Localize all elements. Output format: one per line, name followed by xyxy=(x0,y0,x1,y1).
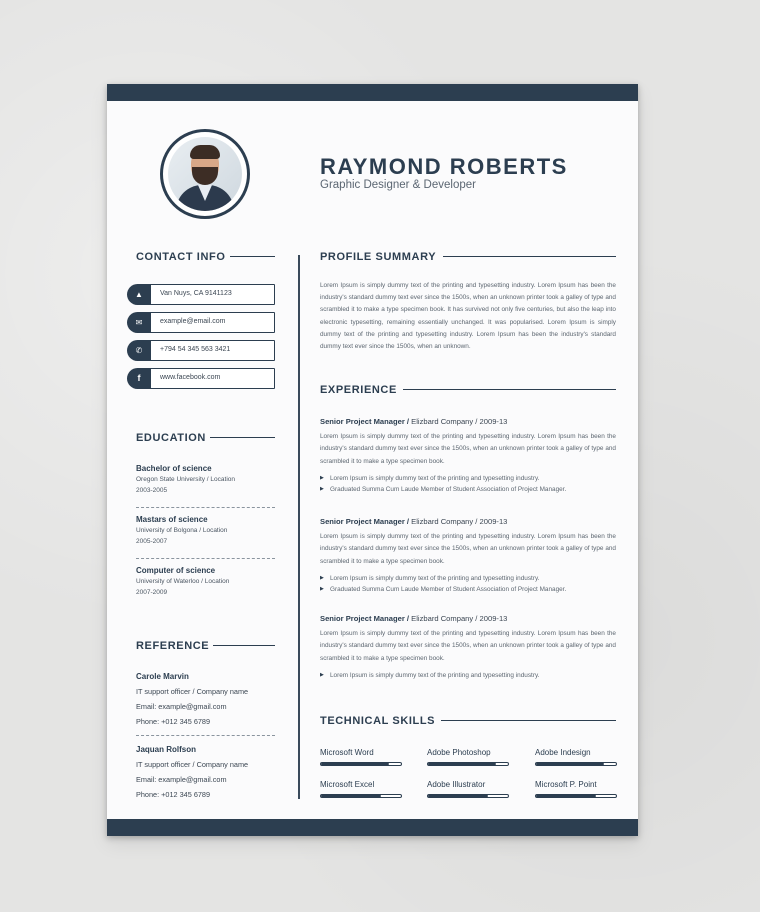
reference-email: Email: example@gmail.com xyxy=(136,775,227,784)
experience-item xyxy=(320,517,616,596)
skill-bar-fill xyxy=(428,763,496,765)
education-item xyxy=(136,515,276,545)
job-bullet: ▶ Graduated Summa Cum Laude Member of Student Association of Project Manager. xyxy=(320,484,616,496)
contact-location xyxy=(127,284,275,305)
top-band xyxy=(107,84,638,101)
job-bullets xyxy=(320,573,616,596)
education-school: University of Bolgona / Location xyxy=(136,527,228,534)
job-bullet: ▶ Lorem Ipsum is simply dummy text of the printing and typesetting industry. xyxy=(320,573,616,585)
skill-name: Microsoft Word xyxy=(320,748,374,757)
profile-title: PROFILE SUMMARY xyxy=(320,251,437,263)
contact-phone-text: +794 54 345 563 3421 xyxy=(160,346,231,353)
job-company: Elizbard Company / 2009-13 xyxy=(409,417,508,426)
location-icon: ▲ xyxy=(127,284,151,305)
education-years: 2007-2009 xyxy=(136,589,168,596)
job-company: Elizbard Company / 2009-13 xyxy=(409,517,508,526)
education-school: University of Waterloo / Location xyxy=(136,578,230,585)
skill-bar xyxy=(320,762,402,766)
education-years: 2003-2005 xyxy=(136,487,168,494)
candidate-name: RAYMOND ROBERTS xyxy=(320,154,568,179)
skill-bar xyxy=(535,794,617,798)
skill-bar xyxy=(427,762,509,766)
skill-item xyxy=(535,780,617,798)
reference-phone: Phone: +012 345 6789 xyxy=(136,717,211,726)
reference-position: IT support officer / Company name xyxy=(136,760,249,769)
skill-item xyxy=(427,748,509,766)
reference-title: REFERENCE xyxy=(136,640,210,652)
reference-phone: Phone: +012 345 6789 xyxy=(136,790,211,799)
profile-summary-text: Lorem Ipsum is simply dummy text of the printing and typesetting industry. Lorem Ipsum has been the industry's standard dummy text ever since the 1500s, when an unknown printer took a galley of type and scrambled it to make a type specimen book. It has survived not only five centuries, but also the leap into electronic typesetting, remaining essentially unchanged. It was popularised. Lorem Ipsum is simply dummy text of the printing and typesetting industry. Lorem Ipsum has been the industry's standard dummy text ever since the 1500s, when an unknown. xyxy=(320,282,616,351)
experience-title: EXPERIENCE xyxy=(320,384,397,396)
education-degree: Bachelor of science xyxy=(136,464,212,473)
skill-bar xyxy=(320,794,402,798)
reference-title-line xyxy=(213,645,275,646)
reference-item xyxy=(136,745,276,799)
education-years: 2005-2007 xyxy=(136,538,168,545)
skill-bar xyxy=(427,794,509,798)
email-icon: ✉ xyxy=(127,312,151,333)
reference-item xyxy=(136,672,276,726)
job-position: Senior Project Manager / xyxy=(320,417,410,426)
bullet-icon: ▶ xyxy=(320,474,324,481)
profile-title-line xyxy=(443,256,616,257)
skill-name: Microsoft Excel xyxy=(320,780,375,789)
job-description: Lorem Ipsum is simply dummy text of the printing and typesetting industry. Lorem Ipsum has been the industry's standard dummy text ever since the 1500s, when an unknown printer took a galley of type and scrambled it to make a type specimen book. xyxy=(320,533,616,565)
education-title: EDUCATION xyxy=(136,432,206,444)
contact-facebook xyxy=(127,368,275,389)
skill-name: Adobe Indesign xyxy=(535,748,591,757)
education-item xyxy=(136,566,276,596)
experience-item xyxy=(320,417,616,496)
education-title-line xyxy=(210,437,275,438)
skill-item xyxy=(535,748,617,766)
skill-item xyxy=(320,780,402,798)
skill-bar-fill xyxy=(536,795,596,797)
experience-item xyxy=(320,614,616,681)
avatar xyxy=(168,137,242,211)
reference-email: Email: example@gmail.com xyxy=(136,702,227,711)
contact-phone xyxy=(127,340,275,361)
contact-facebook-text: www.facebook.com xyxy=(160,374,221,381)
education-school: Oregon State University / Location xyxy=(136,476,235,483)
skill-name: Adobe Illustrator xyxy=(427,780,486,789)
skills-title-line xyxy=(441,720,616,721)
job-bullet: ▶ Lorem Ipsum is simply dummy text of the printing and typesetting industry. xyxy=(320,473,616,485)
column-divider xyxy=(298,255,300,799)
skill-bar-fill xyxy=(321,795,381,797)
skill-name: Microsoft P. Point xyxy=(535,780,597,789)
contact-location-text: Van Nuys, CA 9141123 xyxy=(160,290,232,297)
bottom-band xyxy=(107,819,638,836)
skill-bar-fill xyxy=(428,795,488,797)
bullet-icon: ▶ xyxy=(320,574,324,581)
skill-bar xyxy=(535,762,617,766)
reference-name: Carole Marvin xyxy=(136,672,189,681)
job-position: Senior Project Manager / xyxy=(320,517,410,526)
skill-item xyxy=(427,780,509,798)
phone-icon: ✆ xyxy=(127,340,151,361)
education-degree: Mastars of science xyxy=(136,515,208,524)
education-degree: Computer of science xyxy=(136,566,216,575)
job-title xyxy=(320,517,616,526)
bullet-icon: ▶ xyxy=(320,586,324,593)
facebook-icon: f xyxy=(127,368,151,389)
skill-bar-fill xyxy=(536,763,604,765)
reference-name: Jaquan Rolfson xyxy=(136,745,197,754)
job-company: Elizbard Company / 2009-13 xyxy=(409,614,508,623)
job-title xyxy=(320,614,616,623)
skill-item xyxy=(320,748,402,766)
job-bullets xyxy=(320,670,616,682)
job-bullet: ▶ Lorem Ipsum is simply dummy text of the printing and typesetting industry. xyxy=(320,670,616,682)
job-description: Lorem Ipsum is simply dummy text of the printing and typesetting industry. Lorem Ipsum has been the industry's standard dummy text ever since the 1500s, when an unknown printer took a galley of type and scrambled it to make a type specimen book. xyxy=(320,630,616,662)
contact-title-line xyxy=(230,256,275,257)
experience-title-line xyxy=(403,389,616,390)
job-bullet: ▶ Graduated Summa Cum Laude Member of Student Association of Project Manager. xyxy=(320,584,616,596)
education-separator xyxy=(136,558,275,559)
contact-email xyxy=(127,312,275,333)
candidate-role: Graphic Designer & Developer xyxy=(320,179,476,191)
profile-photo xyxy=(160,129,250,219)
job-position: Senior Project Manager / xyxy=(320,614,410,623)
reference-separator xyxy=(136,735,275,736)
bullet-icon: ▶ xyxy=(320,486,324,493)
skill-bar-fill xyxy=(321,763,389,765)
skill-name: Adobe Photoshop xyxy=(427,748,491,757)
job-bullets xyxy=(320,473,616,496)
resume-page xyxy=(107,84,638,836)
job-description: Lorem Ipsum is simply dummy text of the printing and typesetting industry. Lorem Ipsum has been the industry's standard dummy text ever since the 1500s, when an unknown printer took a galley of type and scrambled it to make a type specimen book. xyxy=(320,433,616,465)
job-title xyxy=(320,417,616,426)
contact-title: CONTACT INFO xyxy=(136,251,226,263)
contact-email-text: example@email.com xyxy=(160,318,226,325)
reference-position: IT support officer / Company name xyxy=(136,687,249,696)
bullet-icon: ▶ xyxy=(320,671,324,678)
education-item xyxy=(136,464,276,494)
skills-title: TECHNICAL SKILLS xyxy=(320,715,436,727)
education-separator xyxy=(136,507,275,508)
